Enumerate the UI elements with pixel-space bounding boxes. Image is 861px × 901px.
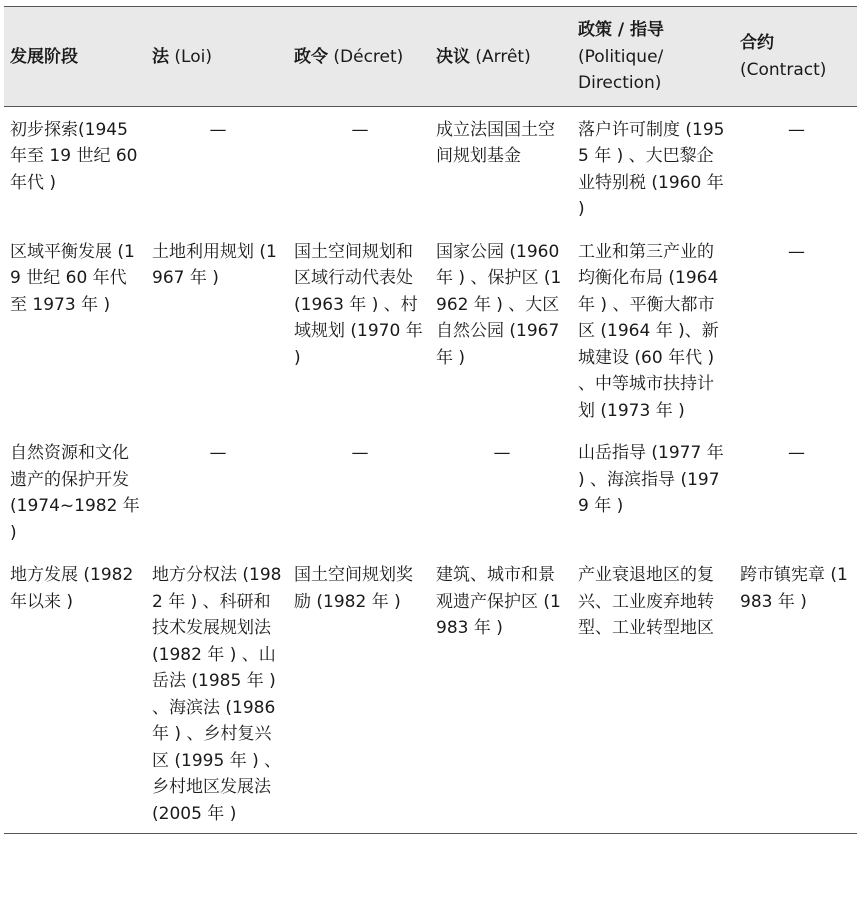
cell-stage: 区域平衡发展 (19 世纪 60 年代至 1973 年 ) [10,241,135,315]
header-loi-label: 法 [152,46,169,67]
header-decret-fr: (Décret) [328,46,404,67]
policy-table [4,6,857,834]
cell-politique: 产业衰退地区的复兴、工业废弃地转型、工业转型地区 [572,552,734,834]
header-arret [430,7,572,107]
cell-politique: 工业和第三产业的均衡化布局 (1964 年 ) 、平衡大都市区 (1964 年 )、新城建设 (60 年代 ) 、中等城市扶持计划 (1973 年 ) [578,241,719,421]
cell-politique: 山岳指导 (1977 年 ) 、海滨指导 (1979 年 ) [578,443,724,516]
header-politique-fr: (Politique/ Direction) [578,46,664,93]
cell-loi: — [209,119,227,140]
header-arret-label: 决议 [436,46,470,67]
header-stage-label: 发展阶段 [10,46,78,67]
header-stage [4,7,146,107]
policy-table-container [4,6,857,834]
cell-stage: 地方发展 (1982 年以来 ) [4,552,146,834]
header-politique-label: 政策 / 指导 [578,20,665,40]
header-arret-fr: (Arrêt) [470,46,531,67]
table-row [4,552,857,834]
table-row [4,430,857,552]
cell-contract: 跨市镇宪章 (1983 年 ) [734,552,857,834]
cell-loi: 地方分权法 (1982 年 ) 、科研和技术发展规划法 (1982 年 ) 、山岳法 (1985 年 ) 、海滨法 (1986 年 ) 、乡村复兴区 (1995 年 ) 、乡村地区发展法 (2005 年 ) [146,552,288,834]
cell-loi: 土地利用规划 (1967 年 ) [152,241,277,288]
cell-decret: — [351,119,369,140]
header-loi [146,7,288,107]
table-header-row [4,7,857,107]
header-decret [288,7,430,107]
cell-decret: — [351,443,369,463]
cell-stage: 初步探索(1945 年至 19 世纪 60 年代 ) [10,119,138,193]
header-contract [734,7,857,107]
cell-contract: — [788,119,805,140]
cell-politique: 落户许可制度 (1955 年 ) 、大巴黎企业特别税 (1960 年 ) [578,119,725,219]
cell-decret: 国土空间规划奖励 (1982 年 ) [288,552,430,834]
cell-stage: 自然资源和文化遗产的保护开发 (1974~1982 年 ) [10,443,140,543]
table-row [4,229,857,431]
cell-decret: 国土空间规划和区域行动代表处 (1963 年 ) 、村域规划 (1970 年 ) [294,241,423,368]
cell-contract: — [788,443,805,463]
table-row [4,106,857,229]
cell-contract: — [788,241,805,262]
cell-arret: — [493,443,511,463]
header-politique [572,7,734,107]
cell-loi: — [209,443,227,463]
header-decret-label: 政令 [294,46,328,67]
cell-arret: 成立法国国土空间规划基金 [436,119,555,166]
header-loi-fr: (Loi) [169,46,212,67]
cell-arret: 国家公园 (1960 年 ) 、保护区 (1962 年 ) 、大区自然公园 (1967 年 ) [436,241,562,368]
cell-arret: 建筑、城市和景观遗产保护区 (1983 年 ) [430,552,572,834]
header-contract-label: 合约 [740,33,774,54]
header-contract-fr: (Contract) [740,59,827,80]
